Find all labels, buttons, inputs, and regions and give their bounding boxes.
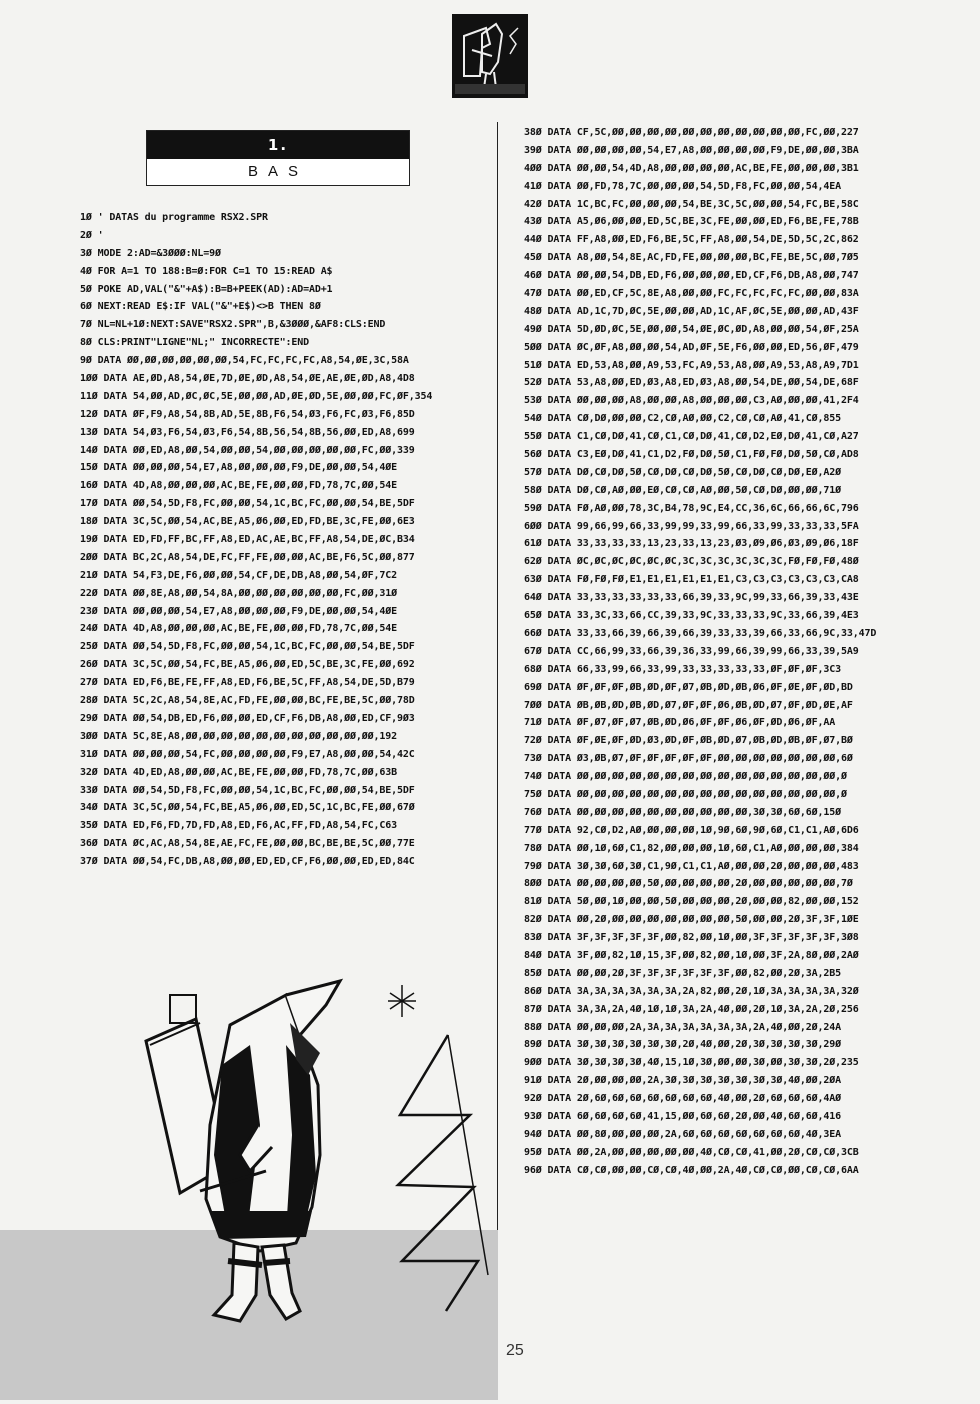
- code-line: 17Ø DATA ØØ,54,5D,F8,FC,ØØ,ØØ,54,1C,BC,FC,ØØ,ØØ,54,BE,5DF: [80, 498, 415, 510]
- page-number: 25: [506, 1342, 524, 1359]
- code-line: 77Ø DATA 92,CØ,D2,AØ,ØØ,ØØ,ØØ,1Ø,9Ø,6Ø,9Ø,6Ø,C1,C1,AØ,6D6: [524, 824, 859, 836]
- code-line: 65Ø DATA 33,3C,33,66,CC,39,33,9C,33,33,33,9C,33,66,39,4E3: [524, 610, 859, 622]
- code-line: 2ØØ DATA BC,2C,A8,54,DE,FC,FF,FE,ØØ,ØØ,AC,BE,F6,5C,ØØ,877: [80, 551, 415, 563]
- logo-illustration: [452, 14, 528, 98]
- code-line: 54Ø DATA CØ,DØ,ØØ,ØØ,C2,CØ,AØ,ØØ,C2,CØ,CØ,AØ,41,CØ,855: [524, 413, 842, 425]
- code-line: 88Ø DATA ØØ,ØØ,ØØ,2A,3A,3A,3A,3A,3A,3A,2A,4Ø,ØØ,2Ø,24A: [524, 1021, 842, 1033]
- code-line: 93Ø DATA 6Ø,6Ø,6Ø,6Ø,41,15,ØØ,6Ø,6Ø,2Ø,ØØ,4Ø,6Ø,6Ø,416: [524, 1110, 842, 1122]
- code-line: 2Ø ': [80, 229, 104, 241]
- code-line: 16Ø DATA 4D,A8,ØØ,ØØ,ØØ,AC,BE,FE,ØØ,ØØ,FD,78,7C,ØØ,54E: [80, 480, 398, 492]
- code-line: 7ØØ DATA ØB,ØB,ØD,ØB,ØD,Ø7,ØF,ØF,Ø6,ØB,ØD,Ø7,ØF,ØD,ØE,AF: [524, 699, 853, 711]
- code-line: 14Ø DATA ØØ,ED,A8,ØØ,54,ØØ,ØØ,54,ØØ,ØØ,ØØ,ØØ,ØØ,FC,ØØ,339: [80, 444, 415, 456]
- code-line: 15Ø DATA ØØ,ØØ,ØØ,54,E7,A8,ØØ,ØØ,ØØ,F9,DE,ØØ,ØØ,54,4ØE: [80, 462, 398, 474]
- code-line: 64Ø DATA 33,33,33,33,33,33,66,39,33,9C,99,33,66,39,33,43E: [524, 592, 859, 604]
- code-line: 56Ø DATA C3,EØ,DØ,41,C1,D2,FØ,DØ,5Ø,C1,FØ,FØ,DØ,5Ø,CØ,AD8: [524, 449, 859, 461]
- code-line: 73Ø DATA Ø3,ØB,Ø7,ØF,ØF,ØF,ØF,ØF,ØØ,ØØ,ØØ,ØØ,ØØ,ØØ,ØØ,6Ø: [524, 753, 853, 765]
- code-line: 46Ø DATA ØØ,ØØ,54,DB,ED,F6,ØØ,ØØ,ØØ,ED,CF,F6,DB,A8,ØØ,747: [524, 270, 859, 282]
- code-line: 28Ø DATA 5C,2C,A8,54,8E,AC,FD,FE,ØØ,ØØ,BC,FE,BE,5C,ØØ,78D: [80, 695, 415, 707]
- code-line: 27Ø DATA ED,F6,BE,FE,FF,A8,ED,F6,BE,5C,FF,A8,54,DE,5D,B79: [80, 677, 415, 689]
- code-line: 7Ø NL=NL+1Ø:NEXT:SAVE"RSX2.SPR",B,&3ØØØ,&AF8:CLS:END: [80, 319, 386, 331]
- code-line: 8Ø CLS:PRINT"LIGNE"NL;" INCORRECTE":END: [80, 337, 309, 349]
- section-title-box: [146, 130, 410, 186]
- code-line: 31Ø DATA ØØ,ØØ,ØØ,54,FC,ØØ,ØØ,ØØ,ØØ,F9,E7,A8,ØØ,ØØ,54,42C: [80, 748, 415, 760]
- code-line: 5ØØ DATA ØC,ØF,A8,ØØ,ØØ,54,AD,ØF,5E,F6,ØØ,ØØ,ED,56,ØF,479: [524, 341, 859, 353]
- code-line: 42Ø DATA 1C,BC,FC,ØØ,ØØ,ØØ,54,BE,3C,5C,ØØ,ØØ,54,FC,BE,58C: [524, 198, 859, 210]
- code-line: 63Ø DATA FØ,FØ,FØ,E1,E1,E1,E1,E1,E1,C3,C3,C3,C3,C3,C3,CA8: [524, 574, 859, 586]
- code-line: 11Ø DATA 54,ØØ,AD,ØC,ØC,5E,ØØ,ØØ,AD,ØE,ØD,5E,ØØ,ØØ,FC,ØF,354: [80, 390, 433, 402]
- code-line: 45Ø DATA A8,ØØ,54,8E,AC,FD,FE,ØØ,ØØ,ØØ,BC,FE,BE,5C,ØØ,7Ø5: [524, 252, 859, 264]
- code-line: 47Ø DATA ØØ,ED,CF,5C,8E,A8,ØØ,ØØ,FC,FC,FC,FC,FC,ØØ,ØØ,83A: [524, 288, 859, 300]
- code-line: 96Ø DATA CØ,CØ,ØØ,ØØ,CØ,CØ,4Ø,ØØ,2A,4Ø,CØ,CØ,ØØ,CØ,CØ,6AA: [524, 1164, 859, 1176]
- code-line: 35Ø DATA ED,F6,FD,7D,FD,A8,ED,F6,AC,FF,FD,A8,54,FC,C63: [80, 820, 398, 832]
- code-line: 23Ø DATA ØØ,ØØ,ØØ,54,E7,A8,ØØ,ØØ,ØØ,F9,DE,ØØ,ØØ,54,4ØE: [80, 605, 398, 617]
- code-line: 83Ø DATA 3F,3F,3F,3F,3F,ØØ,82,ØØ,1Ø,ØØ,3F,3F,3F,3F,3F,3Ø8: [524, 932, 859, 944]
- code-line: 78Ø DATA ØØ,1Ø,6Ø,C1,82,ØØ,ØØ,ØØ,1Ø,6Ø,C1,AØ,ØØ,ØØ,ØØ,384: [524, 842, 859, 854]
- code-line: 12Ø DATA ØF,F9,A8,54,8B,AD,5E,8B,F6,54,Ø3,F6,FC,Ø3,F6,85D: [80, 408, 415, 420]
- section-number: 1.: [147, 131, 409, 159]
- code-line: 58Ø DATA DØ,CØ,AØ,ØØ,EØ,CØ,CØ,AØ,ØØ,5Ø,CØ,DØ,ØØ,ØØ,71Ø: [524, 484, 842, 496]
- code-line: 49Ø DATA 5D,ØD,ØC,5E,ØØ,ØØ,54,ØE,ØC,ØD,A8,ØØ,ØØ,54,ØF,25A: [524, 323, 859, 335]
- code-line: 95Ø DATA ØØ,2A,ØØ,ØØ,ØØ,ØØ,ØØ,4Ø,CØ,CØ,41,ØØ,2Ø,CØ,CØ,3CB: [524, 1146, 859, 1158]
- code-line: 34Ø DATA 3C,5C,ØØ,54,FC,BE,A5,Ø6,ØØ,ED,5C,1C,BC,FE,ØØ,67Ø: [80, 802, 415, 814]
- code-line: 76Ø DATA ØØ,ØØ,ØØ,ØØ,ØØ,ØØ,ØØ,ØØ,ØØ,ØØ,3Ø,3Ø,6Ø,6Ø,15Ø: [524, 806, 842, 818]
- code-line: 32Ø DATA 4D,ED,A8,ØØ,ØØ,AC,BE,FE,ØØ,ØØ,FD,78,7C,ØØ,63B: [80, 766, 398, 778]
- code-line: 84Ø DATA 3F,ØØ,82,1Ø,15,3F,ØØ,82,ØØ,1Ø,ØØ,3F,2A,8Ø,ØØ,2AØ: [524, 949, 859, 961]
- section-subtitle: BAS: [147, 159, 409, 185]
- code-line: 44Ø DATA FF,A8,ØØ,ED,F6,BE,5C,FF,A8,ØØ,54,DE,5D,5C,2C,862: [524, 234, 859, 246]
- code-line: 3ØØ DATA 5C,8E,A8,ØØ,ØØ,ØØ,ØØ,ØØ,ØØ,ØØ,ØØ,ØØ,ØØ,ØØ,192: [80, 730, 398, 742]
- code-line: 66Ø DATA 33,33,66,39,66,39,66,39,33,33,39,66,33,66,9C,33,47D: [524, 627, 877, 639]
- code-line: 81Ø DATA 5Ø,ØØ,1Ø,ØØ,ØØ,5Ø,ØØ,ØØ,ØØ,2Ø,ØØ,ØØ,82,ØØ,ØØ,152: [524, 896, 859, 908]
- code-line: 89Ø DATA 3Ø,3Ø,3Ø,3Ø,3Ø,3Ø,2Ø,4Ø,ØØ,2Ø,3Ø,3Ø,3Ø,3Ø,29Ø: [524, 1039, 842, 1051]
- code-line: 33Ø DATA ØØ,54,5D,F8,FC,ØØ,ØØ,54,1C,BC,FC,ØØ,ØØ,54,BE,5DF: [80, 784, 415, 796]
- code-line: 51Ø DATA ED,53,A8,ØØ,A9,53,FC,A9,53,A8,ØØ,A9,53,A8,A9,7D1: [524, 359, 859, 371]
- code-line: 5Ø POKE AD,VAL("&"+A$):B=B+PEEK(AD):AD=AD+1: [80, 283, 333, 295]
- code-line: 67Ø DATA CC,66,99,33,66,39,36,33,99,66,39,99,66,33,39,5A9: [524, 645, 859, 657]
- code-line: 69Ø DATA ØF,ØF,ØF,ØB,ØD,ØF,Ø7,ØB,ØD,ØB,Ø6,ØF,ØE,ØF,ØD,BD: [524, 681, 853, 693]
- code-line: 57Ø DATA DØ,CØ,DØ,5Ø,CØ,DØ,CØ,DØ,5Ø,CØ,DØ,CØ,DØ,EØ,A2Ø: [524, 466, 842, 478]
- code-line: 22Ø DATA ØØ,8E,A8,ØØ,54,8A,ØØ,ØØ,ØØ,ØØ,ØØ,ØØ,FC,ØØ,31Ø: [80, 587, 398, 599]
- code-line: 9Ø DATA ØØ,ØØ,ØØ,ØØ,ØØ,ØØ,54,FC,FC,FC,FC,A8,54,ØE,3C,58A: [80, 355, 409, 367]
- code-line: 1Ø ' DATAS du programme RSX2.SPR: [80, 212, 268, 223]
- code-line: 68Ø DATA 66,33,99,66,33,99,33,33,33,33,33,ØF,ØF,ØF,3C3: [524, 663, 842, 675]
- code-line: 9ØØ DATA 3Ø,3Ø,3Ø,3Ø,4Ø,15,1Ø,3Ø,ØØ,ØØ,3Ø,ØØ,3Ø,3Ø,2Ø,235: [524, 1057, 859, 1069]
- code-line: 21Ø DATA 54,F3,DE,F6,ØØ,ØØ,54,CF,DE,DB,A8,ØØ,54,ØF,7C2: [80, 569, 398, 581]
- code-line: 8ØØ DATA ØØ,ØØ,ØØ,ØØ,5Ø,ØØ,ØØ,ØØ,ØØ,2Ø,ØØ,ØØ,ØØ,ØØ,ØØ,7Ø: [524, 878, 853, 890]
- code-line: 59Ø DATA FØ,AØ,ØØ,78,3C,B4,78,9C,E4,CC,36,6C,66,66,6C,796: [524, 502, 859, 514]
- code-line: 53Ø DATA ØØ,ØØ,ØØ,A8,ØØ,ØØ,A8,ØØ,ØØ,ØØ,C3,AØ,ØØ,ØØ,41,2F4: [524, 395, 859, 407]
- code-line: 29Ø DATA ØØ,54,DB,ED,F6,ØØ,ØØ,ED,CF,F6,DB,A8,ØØ,ED,CF,9Ø3: [80, 712, 415, 724]
- code-line: 92Ø DATA 2Ø,6Ø,6Ø,6Ø,6Ø,6Ø,6Ø,6Ø,4Ø,ØØ,2Ø,6Ø,6Ø,6Ø,4AØ: [524, 1093, 842, 1105]
- code-line: 4ØØ DATA ØØ,ØØ,54,4D,A8,ØØ,ØØ,ØØ,ØØ,AC,BE,FE,ØØ,ØØ,ØØ,3B1: [524, 162, 859, 174]
- code-line: 13Ø DATA 54,Ø3,F6,54,Ø3,F6,54,8B,56,54,8B,56,ØØ,ED,A8,699: [80, 426, 415, 438]
- code-line: 24Ø DATA 4D,A8,ØØ,ØØ,ØØ,AC,BE,FE,ØØ,ØØ,FD,78,7C,ØØ,54E: [80, 623, 398, 635]
- code-line: 37Ø DATA ØØ,54,FC,DB,A8,ØØ,ØØ,ED,ED,CF,F6,ØØ,ØØ,ED,ED,84C: [80, 856, 415, 868]
- code-line: 55Ø DATA C1,CØ,DØ,41,CØ,C1,CØ,DØ,41,CØ,D2,EØ,DØ,41,CØ,A27: [524, 431, 859, 443]
- code-line: 72Ø DATA ØF,ØE,ØF,ØD,Ø3,ØD,ØF,ØB,ØD,Ø7,ØB,ØD,ØB,ØF,Ø7,BØ: [524, 735, 853, 747]
- code-line: 86Ø DATA 3A,3A,3A,3A,3A,3A,2A,82,ØØ,2Ø,1Ø,3A,3A,3A,3A,32Ø: [524, 985, 859, 997]
- code-line: 41Ø DATA ØØ,FD,78,7C,ØØ,ØØ,ØØ,54,5D,F8,FC,ØØ,ØØ,54,4EA: [524, 180, 842, 192]
- code-line: 38Ø DATA CF,5C,ØØ,ØØ,ØØ,ØØ,ØØ,ØØ,ØØ,ØØ,ØØ,ØØ,ØØ,FC,ØØ,227: [524, 127, 859, 138]
- code-line: 52Ø DATA 53,A8,ØØ,ED,Ø3,A8,ED,Ø3,A8,ØØ,54,DE,ØØ,54,DE,68F: [524, 377, 859, 389]
- code-line: 1ØØ DATA AE,ØD,A8,54,ØE,7D,ØE,ØD,A8,54,ØE,AE,ØE,ØD,A8,4D8: [80, 373, 415, 385]
- code-line: 4Ø FOR A=1 TO 188:B=Ø:FOR C=1 TO 15:READ A$: [80, 265, 333, 277]
- code-line: 91Ø DATA 2Ø,ØØ,ØØ,ØØ,2A,3Ø,3Ø,3Ø,3Ø,3Ø,3Ø,3Ø,4Ø,ØØ,2ØA: [524, 1075, 842, 1087]
- code-line: 36Ø DATA ØC,AC,A8,54,8E,AE,FC,FE,ØØ,ØØ,BC,BE,BE,5C,ØØ,77E: [80, 838, 415, 850]
- code-line: 3Ø MODE 2:AD=&3ØØØ:NL=9Ø: [80, 247, 221, 259]
- code-line: 94Ø DATA ØØ,8Ø,ØØ,ØØ,ØØ,2A,6Ø,6Ø,6Ø,6Ø,6Ø,6Ø,6Ø,4Ø,3EA: [524, 1128, 842, 1140]
- code-line: 62Ø DATA ØC,ØC,ØC,ØC,ØC,ØC,3C,3C,3C,3C,3C,3C,FØ,FØ,FØ,48Ø: [524, 556, 859, 568]
- code-line: 19Ø DATA ED,FD,FF,BC,FF,A8,ED,AC,AE,BC,FF,A8,54,DE,ØC,B34: [80, 534, 415, 546]
- code-line: 6Ø NEXT:READ E$:IF VAL("&"+E$)<>B THEN 8Ø: [80, 301, 321, 313]
- code-line: 26Ø DATA 3C,5C,ØØ,54,FC,BE,A5,Ø6,ØØ,ED,5C,BE,3C,FE,ØØ,692: [80, 659, 415, 671]
- code-line: 48Ø DATA AD,1C,7D,ØC,5E,ØØ,ØØ,AD,1C,AF,ØC,5E,ØØ,ØØ,AD,43F: [524, 305, 859, 317]
- code-line: 82Ø DATA ØØ,2Ø,ØØ,ØØ,ØØ,ØØ,ØØ,ØØ,ØØ,5Ø,ØØ,ØØ,2Ø,3F,3F,1ØE: [524, 914, 859, 926]
- code-line: 75Ø DATA ØØ,ØØ,ØØ,ØØ,ØØ,ØØ,ØØ,ØØ,ØØ,ØØ,ØØ,ØØ,ØØ,ØØ,ØØ,Ø: [524, 788, 847, 800]
- code-line: 79Ø DATA 3Ø,3Ø,6Ø,3Ø,C1,9Ø,C1,C1,AØ,ØØ,ØØ,2Ø,ØØ,ØØ,ØØ,483: [524, 860, 859, 872]
- code-line: 25Ø DATA ØØ,54,5D,F8,FC,ØØ,ØØ,54,1C,BC,FC,ØØ,ØØ,54,BE,5DF: [80, 641, 415, 653]
- code-line: 61Ø DATA 33,33,33,33,13,23,33,13,23,Ø3,Ø9,Ø6,Ø3,Ø9,Ø6,18F: [524, 538, 859, 550]
- code-line: 43Ø DATA A5,Ø6,ØØ,ØØ,ED,5C,BE,3C,FE,ØØ,ØØ,ED,F6,BE,FE,78B: [524, 216, 859, 228]
- code-line: 74Ø DATA ØØ,ØØ,ØØ,ØØ,ØØ,ØØ,ØØ,ØØ,ØØ,ØØ,ØØ,ØØ,ØØ,ØØ,ØØ,Ø: [524, 771, 847, 783]
- hiker-illustration: [0, 975, 498, 1400]
- code-line: 87Ø DATA 3A,3A,2A,4Ø,1Ø,1Ø,3A,2A,4Ø,ØØ,2Ø,1Ø,3A,2A,2Ø,256: [524, 1003, 859, 1015]
- listing-right-column: [524, 124, 944, 1180]
- code-line: 71Ø DATA ØF,Ø7,ØF,Ø7,ØB,ØD,Ø6,ØF,ØF,Ø6,ØF,ØD,Ø6,ØF,AA: [524, 717, 836, 729]
- code-line: 39Ø DATA ØØ,ØØ,ØØ,ØØ,54,E7,A8,ØØ,ØØ,ØØ,ØØ,F9,DE,ØØ,ØØ,3BA: [524, 144, 859, 156]
- code-line: 18Ø DATA 3C,5C,ØØ,54,AC,BE,A5,Ø6,ØØ,ED,FD,BE,3C,FE,ØØ,6E3: [80, 516, 415, 528]
- listing-left-column: [80, 209, 490, 871]
- code-line: 6ØØ DATA 99,66,99,66,33,99,99,33,99,66,33,99,33,33,33,5FA: [524, 520, 859, 532]
- code-line: 85Ø DATA ØØ,ØØ,2Ø,3F,3F,3F,3F,3F,3F,ØØ,82,ØØ,2Ø,3A,2B5: [524, 967, 842, 979]
